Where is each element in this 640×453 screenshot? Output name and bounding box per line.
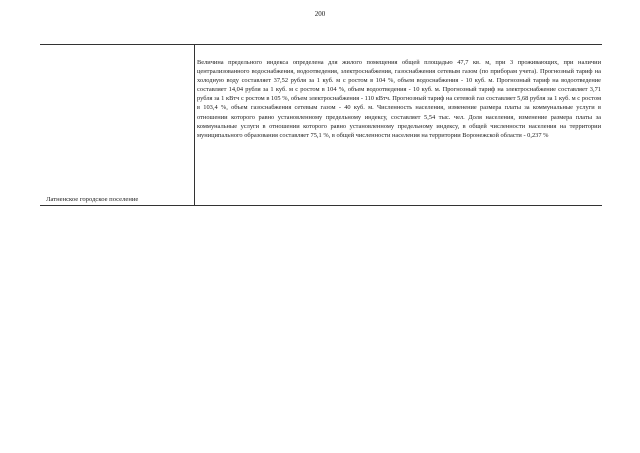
column-divider <box>194 45 195 205</box>
municipality-name: Латненское городское поселение <box>46 196 139 203</box>
page-number: 200 <box>314 10 326 18</box>
index-description: Величина предельного индекса определена для жилого помещения общей площадью 47,7 кв. м, при 3 проживающих, при наличии централизованного водоснабжения, водоотведения, электроснабжения, газоснабжения сетевым газом (по приборам учета). Прогнозный тариф на холодную воду составляет 37,52 рубля за 1 куб. м с ростом в 104 %, объем водоснабжения - 10 куб. м. Прогнозный тариф на водоотведение составляет 14,04 рубля за 1 куб. м с ростом в 104 %, объем водоотведения - 10 куб. м. Прогнозный тариф на электроснабжение составляет 3,71 рубля за 1 кВтч с ростом в 105 %, объем электроснабжения - 110 кВтч. Прогнозный тариф на сетевой газ составляет 5,68 рубля за 1 куб. м с ростом в 103,4 %, объем газоснабжения сетевым газом - 40 куб. м. Численность населения, изменение размера платы за коммунальные услуги в отношении которого равно установленному предельному индексу, составляет 5,54 тыс. чел. Доля населения, изменение размера платы за коммунальные услуги в отношении которого равно установленному предельному индексу, в общей численности населения на территории муниципального образования составляет 75,1 %, в общей численности населения на территории Воронежской области - 0,237 % <box>197 59 601 139</box>
municipality-table <box>40 44 602 206</box>
